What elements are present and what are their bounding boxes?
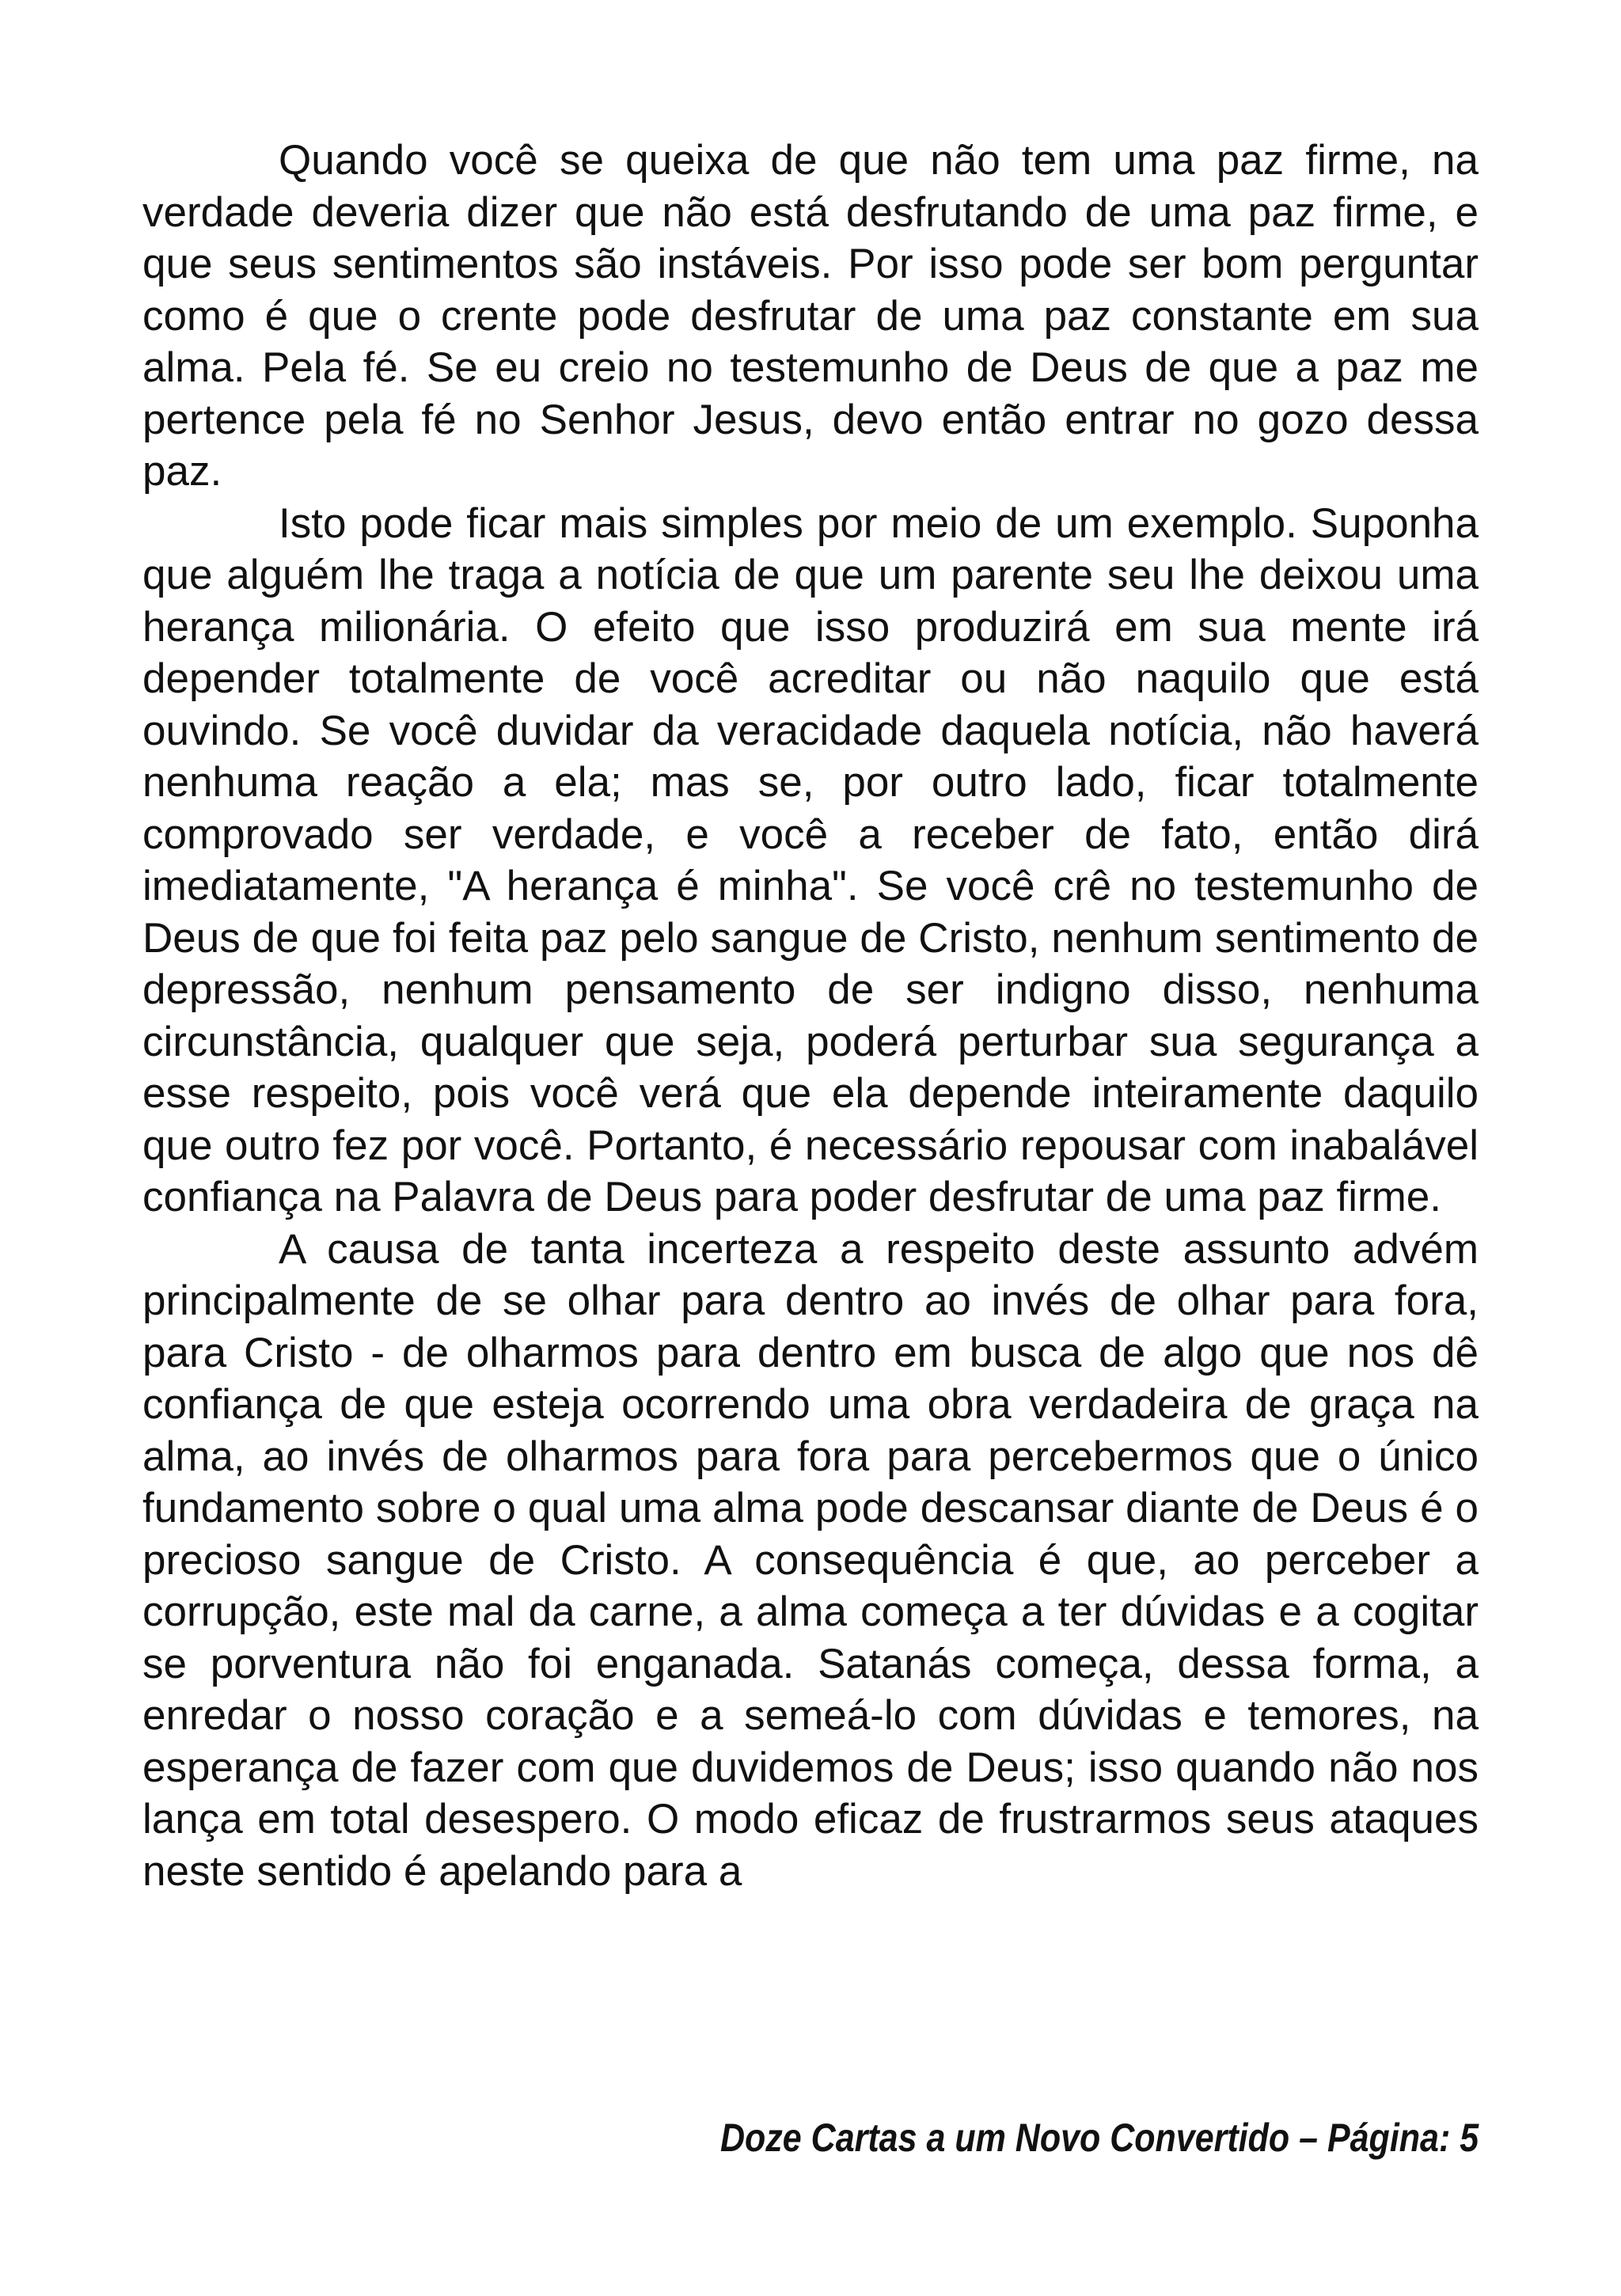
paragraph-1: Quando você se queixa de que não tem uma paz firme, na verdade deveria dizer que não está desfrutando de uma paz firme, e que seus sentimentos são instáveis. Por isso pode ser bom perguntar como é que o crente pode desfrutar de uma paz constante em sua alma. Pela fé. Se eu creio no testemunho de Deus de que a paz me pertence pela fé no Senhor Jesus, devo então entrar no gozo dessa paz. xyxy=(142,137,1479,495)
paragraph-3: A causa de tanta incerteza a respeito deste assunto advém principalmente de se olhar para dentro ao invés de olhar para fora, para Cristo - de olharmos para dentro em busca de algo que nos dê confiança de que esteja ocorrendo uma obra verdadeira de graça na alma, ao invés de olharmos para fora para percebermos que o único fundamento sobre o qual uma alma pode descansar diante de Deus é o precioso sangue de Cristo. A consequência é que, ao perceber a corrupção, este mal da carne, a alma começa a ter dúvidas e a cogitar se porventura não foi enganada. Satanás começa, dessa forma, a enredar o nosso coração e a semeá-lo com dúvidas e temores, na esperança de fazer com que duvidemos de Deus; isso quando não nos lança em total desespero. O modo eficaz de frustrarmos seus ataques neste sentido é apelando para a xyxy=(142,1225,1479,1895)
paragraph-2: Isto pode ficar mais simples por meio de um exemplo. Suponha que alguém lhe traga a notícia de que um parente seu lhe deixou uma herança milionária. O efeito que isso produzirá em sua mente irá depender totalmente de você acreditar ou não naquilo que está ouvindo. Se você duvidar da veracidade daquela notícia, não haverá nenhuma reação a ela; mas se, por outro lado, ficar totalmente comprovado ser verdade, e você a receber de fato, então dirá imediatamente, "A herança é minha". Se você crê no testemunho de Deus de que foi feita paz pelo sangue de Cristo, nenhum sentimento de depressão, nenhum pensamento de ser indigno disso, nenhuma circunstância, qualquer que seja, poderá perturbar sua segurança a esse respeito, pois você verá que ela depende inteiramente daquilo que outro fez por você. Portanto, é necessário repousar com inabalável confiança na Palavra de Deus para poder desfrutar de uma paz firme. xyxy=(142,499,1479,1220)
body-text xyxy=(142,135,1479,1897)
page-footer: Doze Cartas a um Novo Convertido – Página: 5 xyxy=(719,2116,1479,2160)
